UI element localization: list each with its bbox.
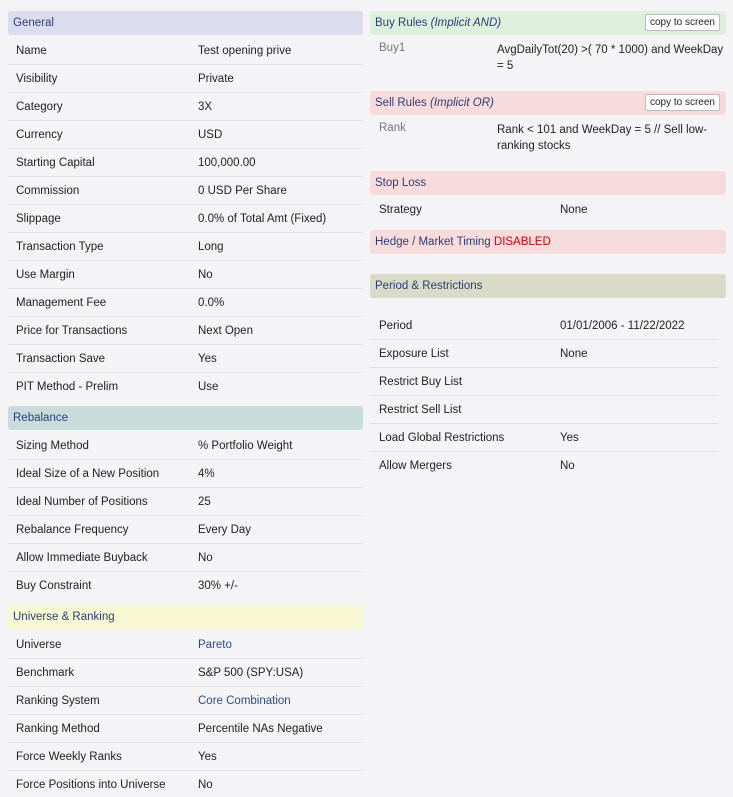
row-value: No xyxy=(560,460,575,472)
buy-rule-row xyxy=(370,35,726,91)
table-row xyxy=(8,715,363,743)
row-value: 01/01/2006 - 11/22/2022 xyxy=(560,319,685,332)
row-label: Sizing Method xyxy=(16,439,89,452)
general-table xyxy=(8,35,363,401)
table-row xyxy=(8,544,363,572)
table-row xyxy=(8,233,363,261)
rebalance-header xyxy=(8,406,363,430)
row-value: None xyxy=(560,204,588,216)
row-value: % Portfolio Weight xyxy=(198,439,293,452)
buy-rule-label: Buy1 xyxy=(379,42,406,54)
table-row xyxy=(8,488,363,516)
stop-loss-header xyxy=(370,171,726,195)
table-row xyxy=(370,196,726,224)
row-value: Every Day xyxy=(198,523,252,536)
row-label: Commission xyxy=(16,184,80,197)
row-label: Load Global Restrictions xyxy=(379,431,505,444)
row-label: Transaction Type xyxy=(16,240,104,253)
row-label: Universe xyxy=(16,638,62,651)
buy-rules-implicit: (Implicit AND) xyxy=(430,17,502,29)
row-value: Yes xyxy=(560,431,579,444)
table-row xyxy=(8,631,363,659)
row-value: 0.0% xyxy=(198,296,225,309)
row-value: 3X xyxy=(198,100,213,113)
row-label: Benchmark xyxy=(16,666,75,679)
row-label: Force Positions into Universe xyxy=(16,779,166,791)
rebalance-table xyxy=(8,430,363,600)
table-row xyxy=(8,460,363,488)
row-label: Ranking Method xyxy=(16,722,100,735)
row-value: 30% +/- xyxy=(198,580,238,592)
row-label: Use Margin xyxy=(16,268,75,281)
table-row xyxy=(8,345,363,373)
table-row xyxy=(8,261,363,289)
table-row xyxy=(370,424,718,452)
row-label: Currency xyxy=(16,128,63,141)
buy-rule-formula: AvgDailyTot(20) >( 70 * 1000) and WeekDay = 5 xyxy=(497,44,724,72)
universe-title: Universe & Ranking xyxy=(13,611,115,623)
rebalance-title: Rebalance xyxy=(13,412,68,424)
buy-rules-header xyxy=(370,11,726,35)
table-row xyxy=(8,93,363,121)
table-row xyxy=(8,121,363,149)
row-value: No xyxy=(198,268,213,281)
table-row xyxy=(8,289,363,317)
row-value: 0 USD Per Share xyxy=(198,184,287,197)
buy-copy-to-screen-button[interactable]: copy to screen xyxy=(645,14,720,31)
row-label: Price for Transactions xyxy=(16,324,128,337)
sell-rules-implicit: (Implicit OR) xyxy=(429,97,494,109)
table-row xyxy=(8,432,363,460)
row-value: 25 xyxy=(198,495,211,508)
general-header xyxy=(8,11,363,35)
row-label: Slippage xyxy=(16,212,61,225)
sell-rule-label: Rank xyxy=(379,122,406,134)
row-value: Test opening prive xyxy=(198,44,292,57)
row-label: Period xyxy=(379,319,413,332)
stop-loss-title: Stop Loss xyxy=(375,177,427,189)
row-value: 100,000.00 xyxy=(198,156,256,169)
row-label: Rebalance Frequency xyxy=(16,523,129,536)
table-row xyxy=(8,317,363,345)
row-label: Restrict Buy List xyxy=(379,375,463,388)
hedge-status: DISABLED xyxy=(493,236,551,248)
row-label: Name xyxy=(16,44,47,57)
row-label: Allow Immediate Buyback xyxy=(16,551,148,564)
table-row xyxy=(8,687,363,715)
universe-table xyxy=(8,629,363,797)
row-label: Visibility xyxy=(16,72,58,85)
row-value: No xyxy=(198,779,213,791)
row-value: Long xyxy=(198,240,224,253)
row-label: Ideal Number of Positions xyxy=(16,495,148,508)
row-value: Yes xyxy=(198,352,217,365)
row-value: S&P 500 (SPY:USA) xyxy=(198,666,304,679)
general-title: General xyxy=(13,17,54,29)
row-value: No xyxy=(198,551,213,564)
period-table xyxy=(370,298,726,480)
row-label: Category xyxy=(16,100,63,113)
table-row xyxy=(370,452,718,480)
sell-rules-header xyxy=(370,91,726,115)
ranking-system-link[interactable]: Core Combination xyxy=(198,694,291,707)
sell-rule-formula: Rank < 101 and WeekDay = 5 // Sell low-ranking stocks xyxy=(497,124,708,152)
table-row xyxy=(8,177,363,205)
table-row xyxy=(8,743,363,771)
hedge-header xyxy=(370,230,726,254)
table-row xyxy=(8,659,363,687)
row-value: Next Open xyxy=(198,324,253,337)
table-row xyxy=(8,373,363,401)
row-value: USD xyxy=(198,128,223,141)
left-column xyxy=(8,0,363,797)
row-label: Ideal Size of a New Position xyxy=(16,467,160,480)
period-title: Period & Restrictions xyxy=(375,280,483,292)
table-row xyxy=(8,149,363,177)
table-row xyxy=(370,396,718,424)
row-label: Transaction Save xyxy=(16,352,106,365)
row-label: Force Weekly Ranks xyxy=(16,750,122,763)
table-row xyxy=(8,516,363,544)
sell-rules-title: Sell Rules xyxy=(375,97,427,109)
table-row xyxy=(370,368,718,396)
row-value: None xyxy=(560,347,588,360)
hedge-title: Hedge / Market Timing xyxy=(375,236,491,248)
row-label: Ranking System xyxy=(16,694,100,707)
row-value: Yes xyxy=(198,750,217,763)
row-label: Buy Constraint xyxy=(16,580,92,592)
buy-rules-title: Buy Rules xyxy=(375,17,428,29)
row-label: Starting Capital xyxy=(16,156,95,169)
table-row xyxy=(8,572,363,600)
row-value: Percentile NAs Negative xyxy=(198,722,323,735)
sell-rule-row xyxy=(370,115,726,171)
row-value: Use xyxy=(198,381,219,393)
row-value: Private xyxy=(198,72,234,85)
table-row xyxy=(8,37,363,65)
table-row xyxy=(370,312,718,340)
table-row xyxy=(370,340,718,368)
row-label: Exposure List xyxy=(379,347,449,360)
row-label: Strategy xyxy=(379,204,422,216)
universe-link[interactable]: Pareto xyxy=(198,638,232,651)
table-row xyxy=(8,205,363,233)
right-column xyxy=(370,0,726,480)
table-row xyxy=(8,65,363,93)
row-label: Restrict Sell List xyxy=(379,403,462,416)
row-label: Management Fee xyxy=(16,296,107,309)
table-row xyxy=(8,771,363,797)
row-value: 4% xyxy=(198,467,215,480)
row-value: 0.0% of Total Amt (Fixed) xyxy=(198,212,327,225)
row-label: PIT Method - Prelim xyxy=(16,381,119,393)
period-header xyxy=(370,274,726,298)
universe-header xyxy=(8,605,363,629)
sell-copy-to-screen-button[interactable]: copy to screen xyxy=(645,94,720,111)
row-label: Allow Mergers xyxy=(379,460,452,472)
stop-loss-table xyxy=(370,195,726,224)
